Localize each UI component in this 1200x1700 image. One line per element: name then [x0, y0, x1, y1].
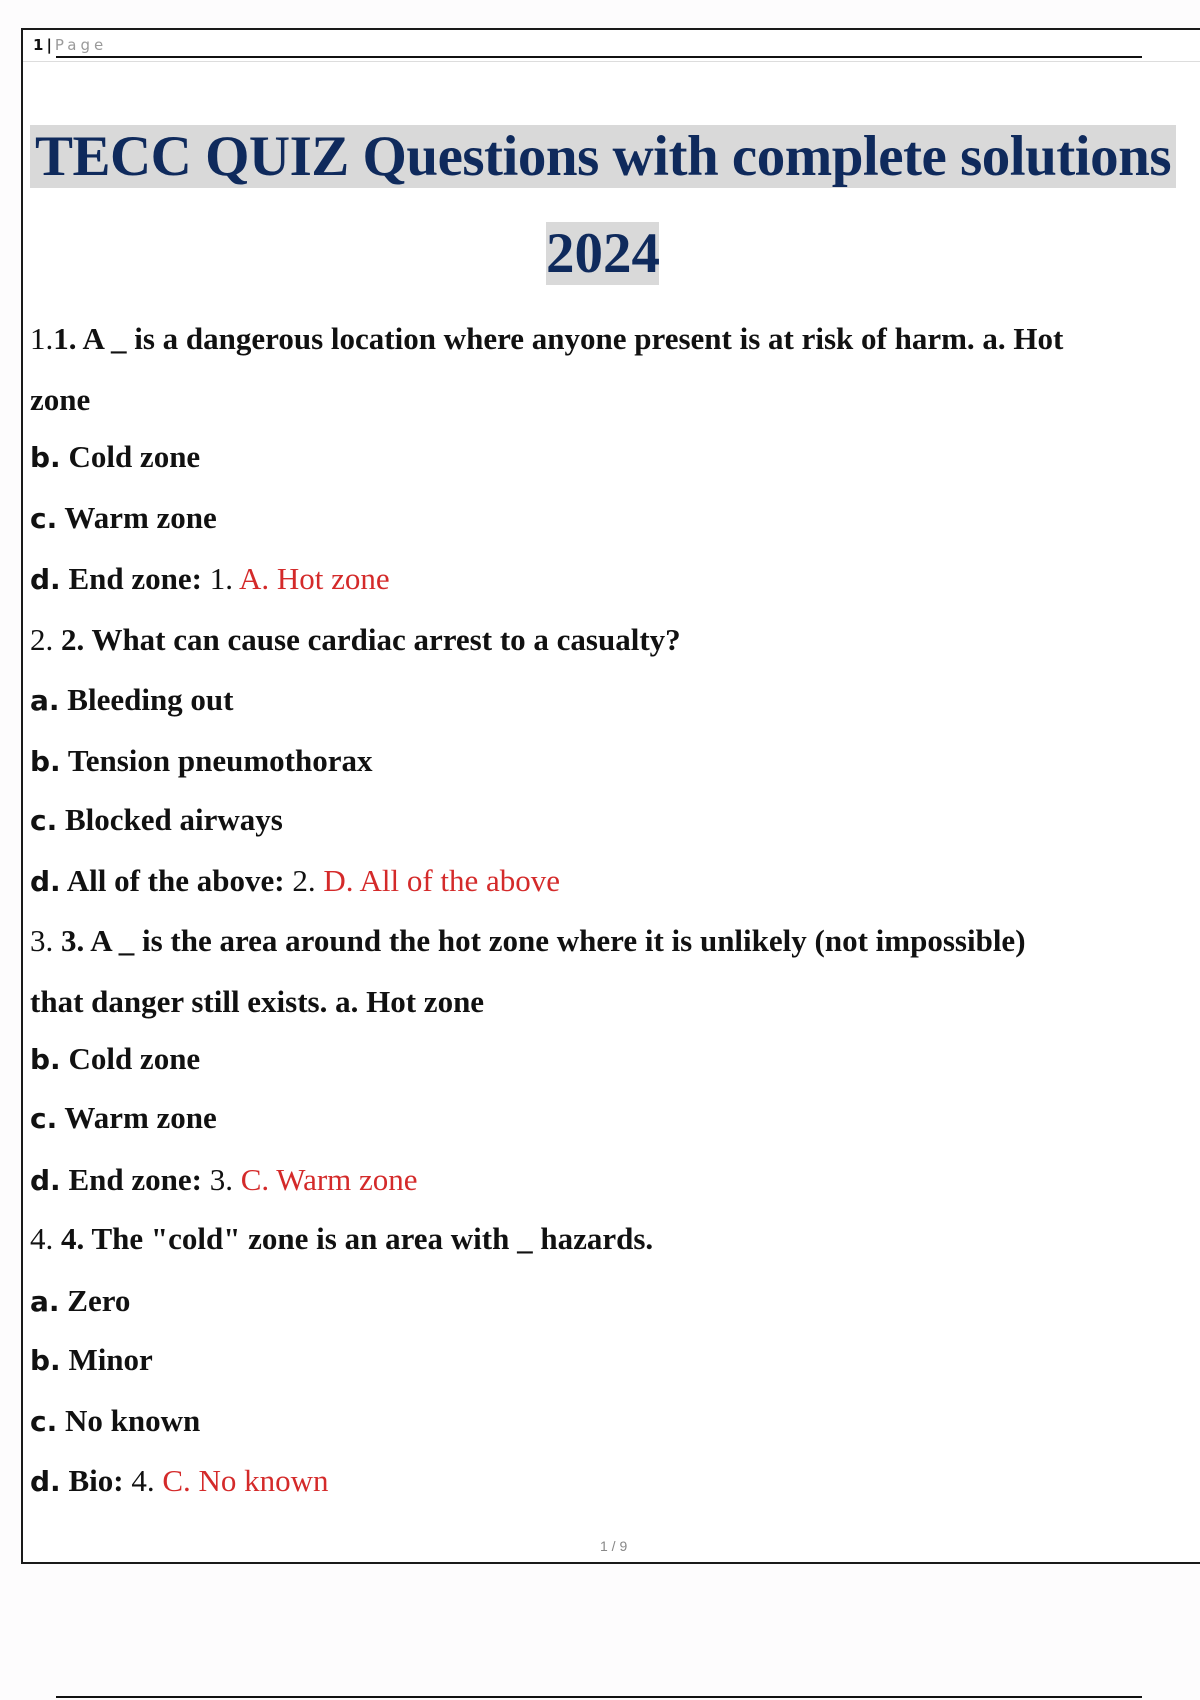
option-letter: a. [30, 1285, 60, 1318]
quiz-line [30, 1098, 217, 1139]
question-text: Cold zone [60, 1041, 201, 1076]
question-text: No known [57, 1403, 201, 1438]
quiz-line [30, 1401, 200, 1442]
option-letter: c. [30, 804, 58, 837]
header-divider [23, 61, 1200, 62]
option-letter: b. [30, 745, 61, 778]
question-text: Minor [60, 1342, 153, 1377]
quiz-line [30, 1219, 653, 1259]
option-letter: c. [30, 502, 58, 535]
next-page-rule [56, 1696, 1142, 1698]
quiz-line [30, 1281, 130, 1322]
document-title: TECC QUIZ Questions with complete solutions [30, 125, 1176, 188]
quiz-line [30, 380, 90, 420]
question-text: Bio: [60, 1463, 124, 1498]
quiz-line [30, 982, 484, 1022]
quiz-line [30, 620, 681, 660]
question-text: 4. The "cold" zone is an area with _ hazards. [61, 1221, 654, 1256]
answer-text: C. No known [162, 1463, 329, 1498]
question-text: Warm zone [57, 1100, 217, 1135]
quiz-line [30, 741, 373, 782]
question-text: All of the above: [60, 863, 285, 898]
question-text: that danger still exists. a. Hot zone [30, 984, 485, 1019]
quiz-line [30, 921, 1026, 961]
header-page-number: 1 [33, 36, 44, 54]
quiz-line [30, 437, 200, 478]
question-text: Bleeding out [59, 682, 234, 717]
quiz-line [30, 1340, 153, 1381]
quiz-line [30, 1461, 329, 1502]
question-text: 4. [30, 1221, 61, 1256]
quiz-line [30, 1160, 418, 1201]
question-text: Warm zone [57, 500, 217, 535]
option-letter: c. [30, 1102, 58, 1135]
document-year: 2024 [546, 222, 660, 285]
question-text: 2. [30, 622, 61, 657]
quiz-line [30, 559, 390, 600]
question-text: Zero [59, 1283, 131, 1318]
question-text: 3. [201, 1162, 241, 1197]
answer-text: C. Warm zone [240, 1162, 418, 1197]
header-page-label: Page [54, 36, 108, 54]
question-text: Cold zone [60, 439, 201, 474]
quiz-line [30, 1039, 200, 1080]
question-text: End zone: [60, 1162, 202, 1197]
option-letter: c. [30, 1405, 58, 1438]
option-letter: b. [30, 1043, 61, 1076]
option-letter: d. [30, 1465, 61, 1498]
question-text: 3. A _ is the area around the hot zone where it is unlikely (not impossible) [61, 923, 1026, 958]
option-letter: b. [30, 1344, 61, 1377]
page-indicator: 1 / 9 [600, 1538, 628, 1554]
page-header [33, 36, 107, 54]
quiz-line [30, 498, 217, 539]
question-text: 2. What can cause cardiac arrest to a casualty? [61, 622, 681, 657]
question-text: 1. [201, 561, 239, 596]
option-letter: d. [30, 1164, 61, 1197]
question-text: End zone: [60, 561, 202, 596]
question-text: 2. [284, 863, 324, 898]
answer-text: A. Hot zone [238, 561, 390, 596]
option-letter: a. [30, 684, 60, 717]
option-letter: b. [30, 441, 61, 474]
header-rule [56, 56, 1142, 58]
question-text: 1. A _ is a dangerous location where anyone present is at risk of harm. a. Hot [53, 321, 1064, 356]
option-letter: d. [30, 563, 61, 596]
quiz-line [30, 319, 1063, 359]
quiz-line [30, 800, 283, 841]
quiz-line [30, 861, 560, 902]
question-text: Blocked airways [57, 802, 283, 837]
quiz-line [30, 680, 234, 721]
answer-text: D. All of the above [323, 863, 561, 898]
question-text: zone [30, 382, 91, 417]
question-text: 3. [30, 923, 61, 958]
header-separator: | [46, 36, 52, 54]
question-text: Tension pneumothorax [60, 743, 373, 778]
option-letter: d. [30, 865, 61, 898]
question-text: 4. [123, 1463, 163, 1498]
question-text: 1. [30, 321, 54, 356]
